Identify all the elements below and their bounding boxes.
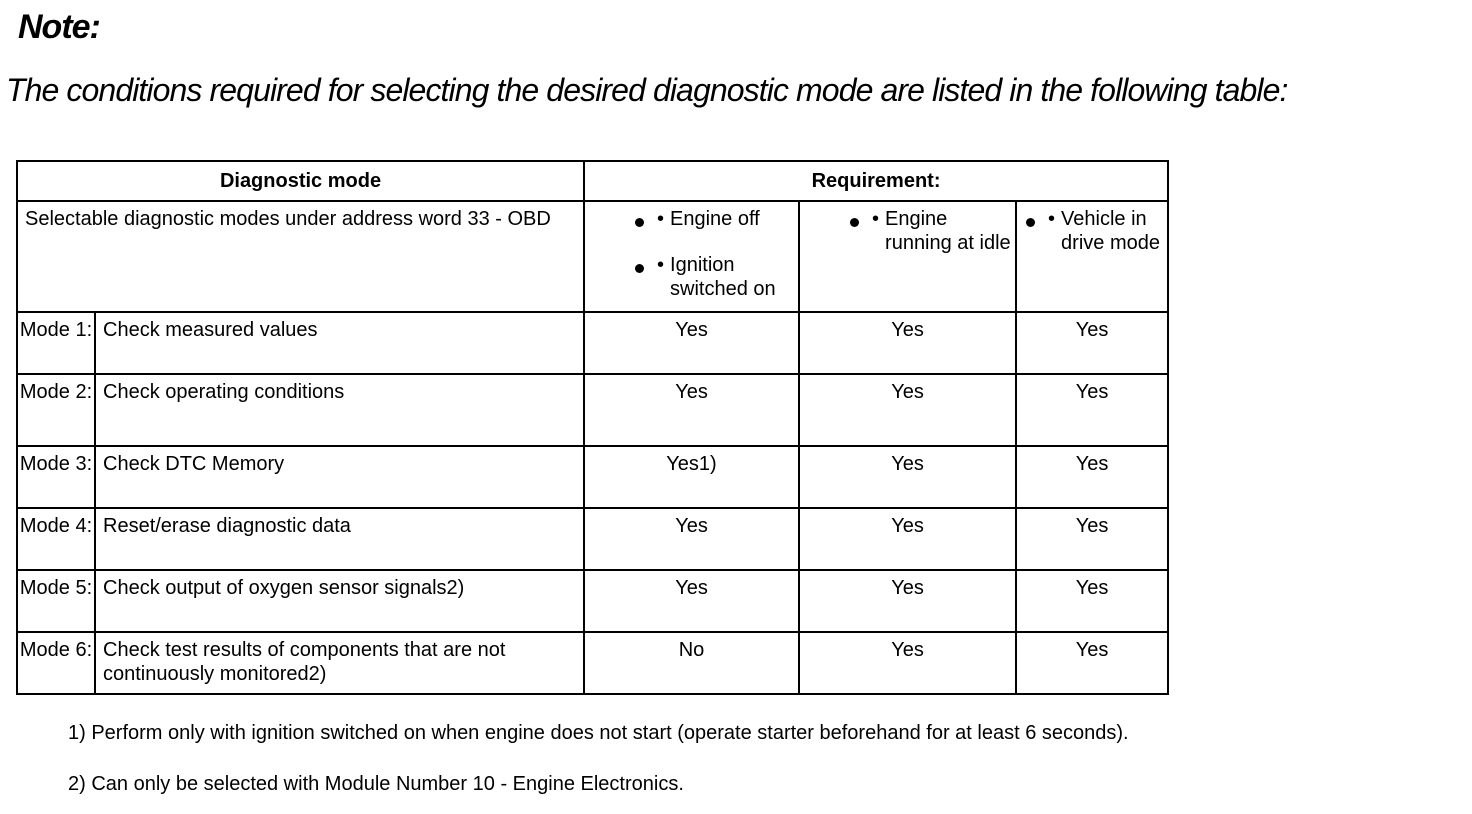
bullet-dot-icon: [635, 218, 644, 227]
requirement-item: [1026, 207, 1167, 255]
requirement-value: Yes: [1016, 508, 1168, 570]
mode-function: Reset/erase diagnostic data: [95, 508, 584, 570]
requirement-value: Yes: [799, 312, 1016, 374]
requirement-value: Yes1): [584, 446, 799, 508]
requirement-value: Yes: [1016, 312, 1168, 374]
requirement-value: Yes: [1016, 374, 1168, 446]
requirement-item: [850, 207, 1015, 255]
table-row: [17, 374, 1168, 446]
requirement-value: Yes: [799, 570, 1016, 632]
requirement-value: Yes: [799, 374, 1016, 446]
requirement-value: Yes: [584, 508, 799, 570]
header-diagnostic-mode: Diagnostic mode: [17, 161, 584, 201]
note-title: Note:: [18, 8, 100, 46]
bullet-glyph: •: [657, 208, 665, 230]
mode-label: Mode 2:: [17, 374, 95, 446]
requirement-cell-engine-off: [584, 201, 799, 312]
requirement-item: [635, 207, 798, 231]
requirement-value: Yes: [1016, 570, 1168, 632]
requirement-cell-engine-idle: [799, 201, 1016, 312]
bullet-dot-icon: [1026, 218, 1035, 227]
mode-label: Mode 3:: [17, 446, 95, 508]
mode-label: Mode 1:: [17, 312, 95, 374]
requirement-value: Yes: [584, 374, 799, 446]
requirement-text: Engine off: [670, 208, 760, 230]
requirement-value: Yes: [799, 508, 1016, 570]
requirement-value: Yes: [584, 570, 799, 632]
bullet-glyph: •: [657, 254, 665, 276]
table-row: [17, 312, 1168, 374]
requirement-value: Yes: [1016, 446, 1168, 508]
mode-function: Check DTC Memory: [95, 446, 584, 508]
bullet-glyph: •: [872, 208, 880, 230]
requirement-text: Ignition switched on: [670, 254, 776, 300]
table-row: [17, 632, 1168, 694]
footnote-1: 1) Perform only with ignition switched on when engine does not start (operate starter beforehand for at least 6 seconds).: [68, 722, 1129, 744]
requirement-value: No: [584, 632, 799, 694]
intro-text: The conditions required for selecting the desired diagnostic mode are listed in the following table:: [6, 72, 1288, 108]
mode-label: Mode 6:: [17, 632, 95, 694]
requirement-cell-drive-mode: [1016, 201, 1168, 312]
bullet-glyph: •: [1048, 208, 1056, 230]
table-row: [17, 446, 1168, 508]
requirement-value: Yes: [584, 312, 799, 374]
mode-label: Mode 5:: [17, 570, 95, 632]
requirement-value: Yes: [799, 446, 1016, 508]
table-header-row: [17, 161, 1168, 201]
selectable-modes-row: [17, 201, 1168, 312]
table-row: [17, 508, 1168, 570]
mode-label: Mode 4:: [17, 508, 95, 570]
mode-function: Check operating conditions: [95, 374, 584, 446]
requirement-item: [635, 253, 798, 301]
bullet-dot-icon: [635, 264, 644, 273]
requirement-text: Engine running at idle: [885, 208, 1011, 254]
mode-function: Check output of oxygen sensor signals2): [95, 570, 584, 632]
mode-function: Check measured values: [95, 312, 584, 374]
selectable-modes-cell: Selectable diagnostic modes under address word 33 - OBD: [17, 201, 584, 312]
requirement-text: Vehicle in drive mode: [1061, 208, 1160, 254]
diagnostic-mode-table: [16, 160, 1169, 695]
requirement-value: Yes: [799, 632, 1016, 694]
footnote-2: 2) Can only be selected with Module Number 10 - Engine Electronics.: [68, 773, 684, 795]
mode-function: Check test results of components that are not continuously monitored2): [95, 632, 584, 694]
table-row: [17, 570, 1168, 632]
header-requirement: Requirement:: [584, 161, 1168, 201]
bullet-dot-icon: [850, 218, 859, 227]
requirement-value: Yes: [1016, 632, 1168, 694]
